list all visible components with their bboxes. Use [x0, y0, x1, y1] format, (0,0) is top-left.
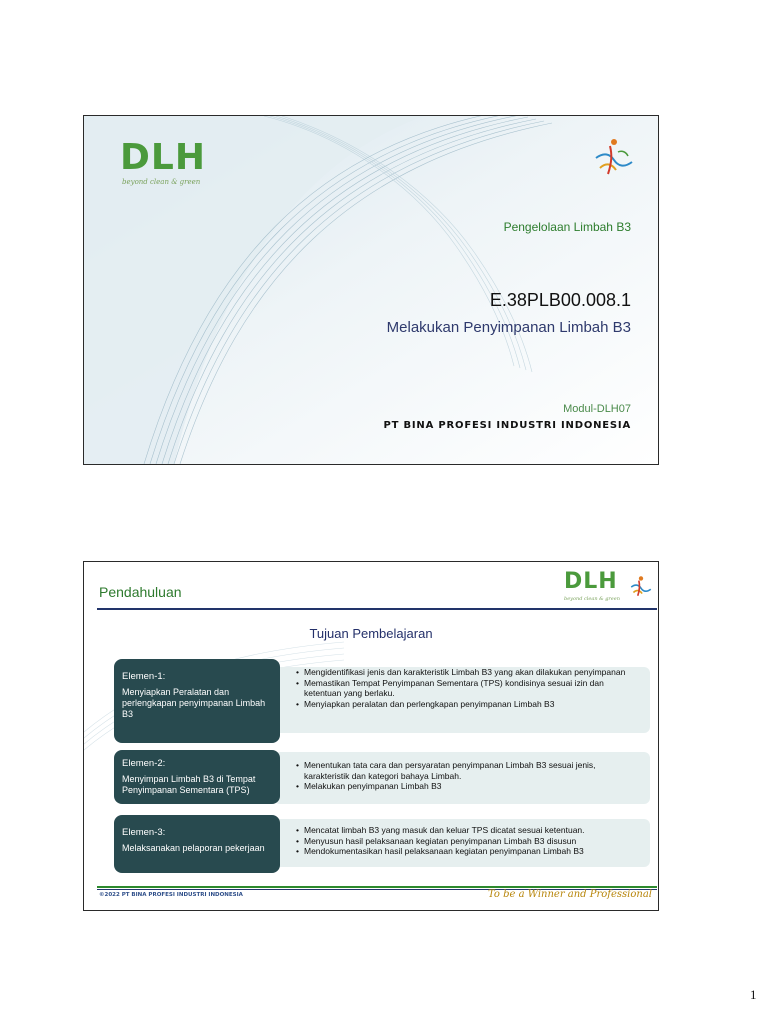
objective-bullets	[296, 825, 642, 857]
cover-slide	[83, 115, 659, 465]
objective-bullets	[296, 667, 642, 709]
element-box	[114, 815, 280, 873]
list-item: • Mengidentifikasi jenis dan karakteristik Limbah B3 yang akan dilakukan penyimpanan	[296, 667, 642, 678]
dlh-logo-tagline: beyond clean & green	[122, 178, 201, 186]
element-title: Elemen-3:	[122, 827, 166, 838]
page-number: 1	[750, 987, 757, 1002]
list-item: • Menyiapkan peralatan dan perlengkapan penyimpanan Limbah B3	[296, 699, 642, 710]
dlh-logo: DLH	[120, 137, 206, 178]
element-description: Menyimpan Limbah B3 di Tempat Penyimpanan Sementara (TPS)	[122, 774, 256, 795]
company-name: PT BINA PROFESI INDUSTRI INDONESIA	[383, 420, 631, 431]
list-item: • Memastikan Tempat Penyimpanan Sementara (TPS) kondisinya sesuai izin dan ketentuan yang berlaku.	[296, 678, 642, 699]
objective-bullets	[296, 760, 642, 792]
element-box	[114, 750, 280, 804]
element-description: Menyiapkan Peralatan dan perlengkapan penyimpanan Limbah B3	[122, 687, 266, 719]
footer-slogan: To be a Winner and Professional	[487, 889, 652, 900]
learning-objective-row	[114, 815, 650, 873]
introduction-slide	[83, 561, 659, 911]
section-subtitle: Tujuan Pembelajaran	[309, 626, 433, 641]
list-item: • Menyusun hasil pelaksanaan kegiatan penyimpanan Limbah B3 disusun	[296, 836, 642, 847]
dlh-logo: DLH	[564, 569, 618, 594]
element-description: Melaksanakan pelaporan pekerjaan	[122, 843, 265, 853]
element-box	[114, 659, 280, 743]
bina-profesi-logo-icon	[590, 128, 638, 184]
copyright-text: ©2022 PT BINA PROFESI INDUSTRI INDONESIA	[99, 892, 243, 898]
unit-code: E.38PLB00.008.1	[489, 290, 631, 310]
module-number: Modul-DLH07	[563, 403, 631, 415]
learning-objective-row	[114, 750, 650, 804]
element-title: Elemen-1:	[122, 671, 166, 682]
page-title: Pendahuluan	[99, 584, 182, 600]
list-item: • Mendokumentasikan hasil pelaksanaan kegiatan penyimpanan Limbah B3	[296, 846, 642, 857]
list-item: • Mencatat limbah B3 yang masuk dan keluar TPS dicatat sesuai ketentuan.	[296, 825, 642, 836]
module-topic: Pengelolaan Limbah B3	[503, 220, 631, 234]
footer-divider-green	[97, 886, 657, 888]
unit-title: Melakukan Penyimpanan Limbah B3	[386, 319, 631, 336]
list-item: • Melakukan penyimpanan Limbah B3	[296, 781, 642, 792]
dlh-logo-tagline: beyond clean & green	[564, 596, 620, 602]
list-item: • Menentukan tata cara dan persyaratan penyimpanan Limbah B3 sesuai jenis, karakteristik dan kategori bahaya Limbah.	[296, 760, 642, 781]
bina-profesi-logo-icon	[628, 570, 654, 602]
header-divider	[97, 608, 657, 610]
element-title: Elemen-2:	[122, 758, 166, 769]
learning-objective-row	[114, 659, 650, 743]
